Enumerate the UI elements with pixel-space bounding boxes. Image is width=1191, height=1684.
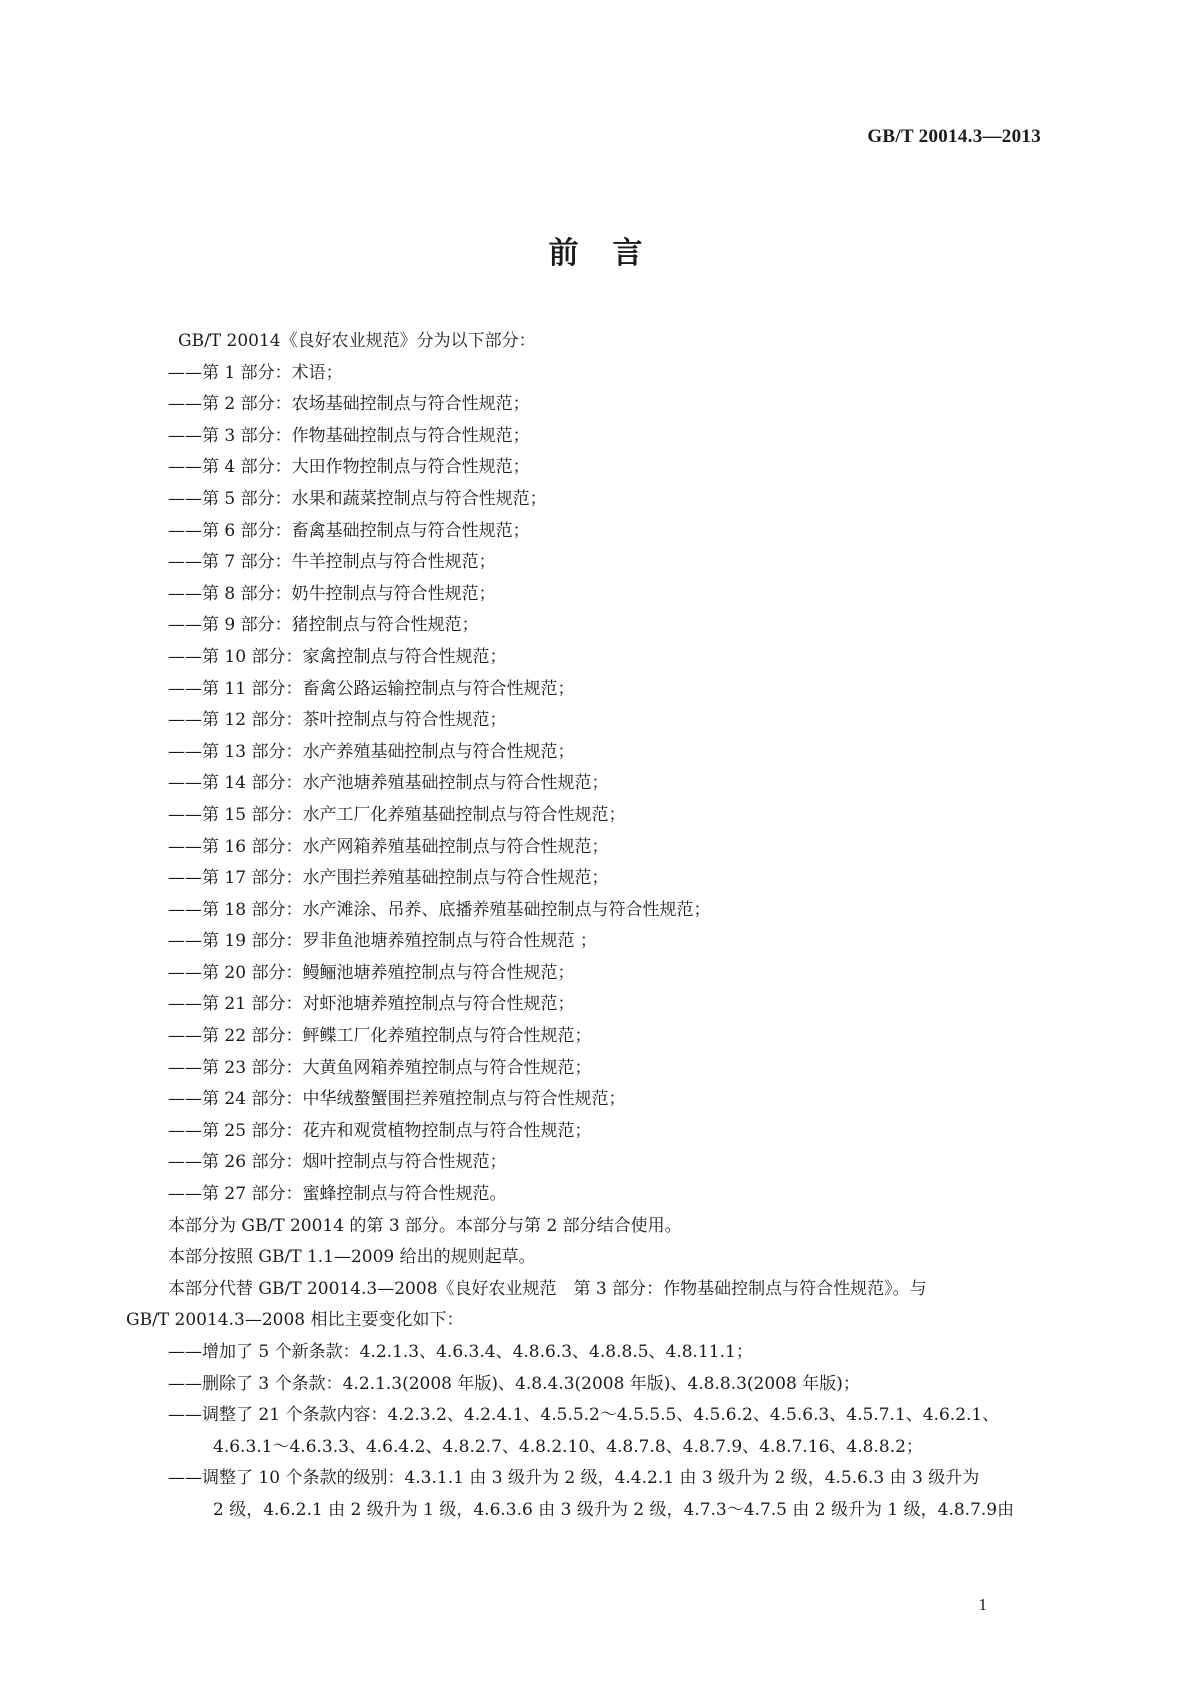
change-deleted: ——删除了 3 个条款：4.2.1.3(2008 年版)、4.8.4.3(2008 年版)、4.8.8.3(2008 年版)；	[168, 1373, 860, 1394]
list-item: ——第 7 部分：牛羊控制点与符合性规范；	[168, 552, 496, 573]
list-item: ——第 19 部分：罗非鱼池塘养殖控制点与符合性规范 ；	[168, 931, 597, 952]
list-item: ——第 8 部分：奶牛控制点与符合性规范；	[168, 583, 496, 604]
list-item: ——第 10 部分：家禽控制点与符合性规范；	[168, 646, 507, 667]
list-item: ——第 17 部分：水产围拦养殖基础控制点与符合性规范；	[168, 868, 609, 889]
list-item: ——第 5 部分：水果和蔬菜控制点与符合性规范；	[168, 488, 547, 509]
list-item: ——第 9 部分：猪控制点与符合性规范；	[168, 615, 479, 636]
list-item: ——第 13 部分：水产养殖基础控制点与符合性规范；	[168, 741, 575, 762]
parts-list	[168, 358, 1064, 1211]
list-item: ——第 25 部分：花卉和观赏植物控制点与符合性规范；	[168, 1120, 592, 1141]
list-item: ——第 18 部分：水产滩涂、吊养、底播养殖基础控制点与符合性规范；	[168, 899, 711, 920]
list-item: ——第 2 部分：农场基础控制点与符合性规范；	[168, 394, 530, 415]
change-adjusted-level: ——调整了 10 个条款的级别：4.3.1.1 由 3 级升为 2 级，4.4.2.1 由 3 级升为 2 级，4.5.6.3 由 3 级升为	[168, 1468, 980, 1489]
list-item: ——第 27 部分：蜜蜂控制点与符合性规范。	[168, 1184, 507, 1205]
list-item: ——第 20 部分：鳗鲡池塘养殖控制点与符合性规范；	[168, 962, 575, 983]
drafting-rule-paragraph: 本部分按照 GB/T 1.1—2009 给出的规则起草。	[168, 1247, 536, 1268]
standard-number: GB/T 20014.3—2013	[867, 126, 1041, 147]
changes-list	[168, 1337, 1064, 1527]
page-number: 1	[978, 1595, 987, 1614]
intro-paragraph: GB/T 20014《良好农业规范》分为以下部分：	[178, 331, 536, 351]
replacement-line: 本部分代替 GB/T 20014.3—2008《良好农业规范 第 3 部分：作物基础控制点与符合性规范》。与	[168, 1278, 927, 1299]
list-item: ——第 4 部分：大田作物控制点与符合性规范；	[168, 457, 530, 478]
preface-body	[126, 326, 1064, 1527]
list-item: ——第 11 部分：畜禽公路运输控制点与符合性规范；	[168, 678, 575, 699]
list-item: ——第 21 部分：对虾池塘养殖控制点与符合性规范；	[168, 994, 575, 1015]
change-added: ——增加了 5 个新条款：4.2.1.3、4.6.3.4、4.8.6.3、4.8.8.5、4.8.11.1；	[168, 1342, 753, 1362]
list-item: ——第 26 部分：烟叶控制点与符合性规范；	[168, 1152, 507, 1173]
list-item: ——第 15 部分：水产工厂化养殖基础控制点与符合性规范；	[168, 804, 626, 825]
list-item: ——第 16 部分：水产网箱养殖基础控制点与符合性规范；	[168, 836, 609, 857]
replacement-paragraph	[126, 1274, 1064, 1337]
replacement-line: GB/T 20014.3—2008 相比主要变化如下：	[126, 1310, 464, 1331]
list-item: ——第 12 部分：茶叶控制点与符合性规范；	[168, 710, 507, 731]
list-item: ——第 24 部分：中华绒螯蟹围拦养殖控制点与符合性规范；	[168, 1089, 626, 1110]
change-adjusted-content-cont: 4.6.3.1～4.6.3.3、4.6.4.2、4.8.2.7、4.8.2.10、4.8.7.8、4.8.7.9、4.8.7.16、4.8.8.2；	[213, 1436, 923, 1457]
list-item: ——第 6 部分：畜禽基础控制点与符合性规范；	[168, 520, 530, 541]
page-title: 前言	[548, 236, 677, 271]
list-item: ——第 23 部分：大黄鱼网箱养殖控制点与符合性规范；	[168, 1057, 592, 1078]
change-adjusted-level-cont: 2 级，4.6.2.1 由 2 级升为 1 级，4.6.3.6 由 3 级升为 2 级，4.7.3～4.7.5 由 2 级升为 1 级，4.8.7.9由	[213, 1499, 1015, 1520]
part-of-paragraph: 本部分为 GB/T 20014 的第 3 部分。本部分与第 2 部分结合使用。	[168, 1215, 682, 1236]
change-adjusted-content: ——调整了 21 个条款内容：4.2.3.2、4.2.4.1、4.5.5.2～4.5.5.5、4.5.6.2、4.5.6.3、4.5.7.1、4.6.2.1、	[168, 1405, 1000, 1426]
list-item: ——第 3 部分：作物基础控制点与符合性规范；	[168, 425, 530, 446]
list-item: ——第 14 部分：水产池塘养殖基础控制点与符合性规范；	[168, 773, 609, 794]
list-item: ——第 22 部分：鲆鲽工厂化养殖控制点与符合性规范；	[168, 1026, 592, 1047]
list-item: ——第 1 部分：术语；	[168, 362, 343, 383]
